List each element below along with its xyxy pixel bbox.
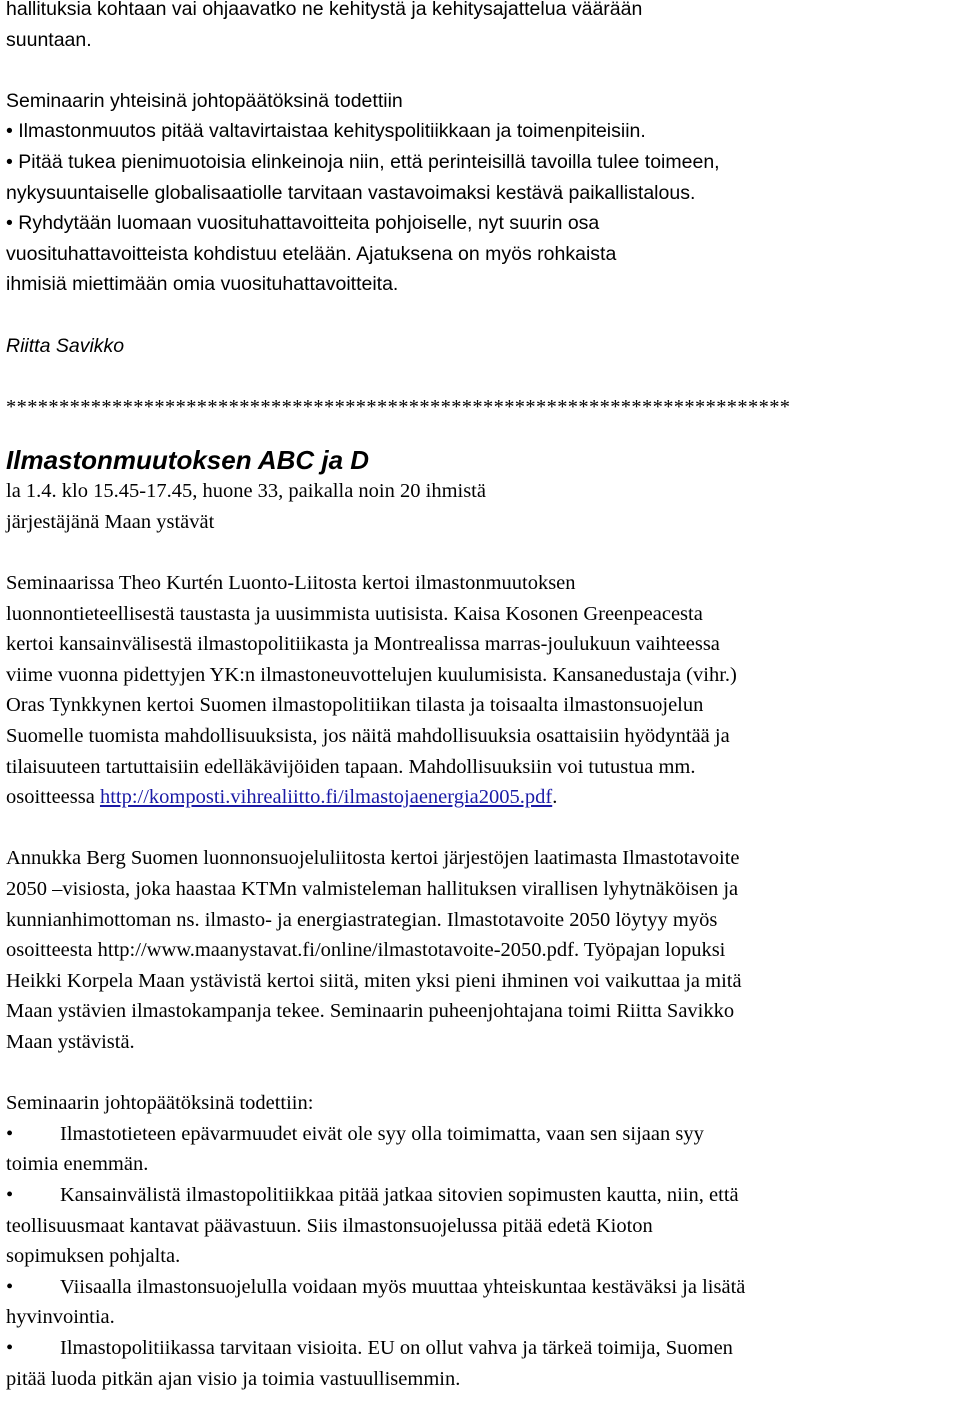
list-item-text: Ilmastopolitiikassa tarvitaan visioita. EU on ollut vahva ja tärkeä toimija, Suomen pitää luoda pitkän ajan visio ja toimia vastuullisemmin.: [6, 1336, 733, 1390]
spacer: [6, 55, 956, 86]
list-item-text: Ilmastonmuutos pitää valtavirtaistaa kehityspolitiikkaan ja toimenpiteisiin.: [18, 120, 646, 143]
list-item: [6, 1333, 956, 1394]
list-item-text: Ryhdytään luomaan vuosituhattavoitteita pohjoiselle, nyt suurin osa vuosituhattavoitteista kohdistuu etelään. Ajatuksena on myös rohkaista ihmisiä miettimään omia vuosituhattavoitteita.: [6, 212, 617, 296]
spacer: [6, 300, 956, 331]
event-meta-line: la 1.4. klo 15.45-17.45, huone 33, paikalla noin 20 ihmistä: [6, 480, 486, 503]
body-text: .: [552, 786, 558, 809]
bullet-glyph: •: [6, 1336, 14, 1359]
list-item: [6, 1272, 956, 1333]
body-text: Seminaarissa Theo Kurtén Luonto-Liitosta kertoi ilmastonmuutoksen luonnontieteellisestä taustasta ja uusimmista uutisista. Kaisa Kosonen Greenpeacesta kertoi kansainvälisestä ilmastopolitiikasta ja Montrealissa marras-joulukuun vaihteessa viime vuonna pidettyjen YK:n ilmastoneuvottelujen kuulumisista. Kansanedustaja (vihr.) Oras Tynkkynen kertoi Suomen ilmastopolitiikan tilasta ja toisaalta ilmastonsuojelun Suomelle tuomista mahdollisuuksista, jos näitä mahdollisuuksia osattaisiin hyödyntää ja tilaisuuteen tartuttaisiin edelläkävijöiden tapaan. Mahdollisuuksiin voi tutustua mm. osoitteessa: [6, 572, 737, 809]
list-item: [6, 147, 956, 208]
list-item-text: Ilmastotieteen epävarmuudet eivät ole syy olla toimimatta, vaan sen sijaan syy toimia enemmän.: [6, 1122, 704, 1176]
bullet-glyph: •: [6, 212, 13, 235]
list-item: [6, 208, 956, 300]
list-item-text: Kansainvälistä ilmastopolitiikkaa pitää jatkaa sitovien sopimusten kautta, niin, että teollisuusmaat kantavat päävastuun. Siis ilmastonsuojelussa pitää edetä Kioton sopimuksen pohjalta.: [6, 1183, 739, 1268]
spacer: [6, 422, 956, 442]
spacer: [6, 1058, 956, 1089]
document-page: [6, 0, 956, 1394]
conclusions-heading: Seminaarin johtopäätöksinä todettiin:: [6, 1092, 314, 1115]
intro-paragraph: hallituksia kohtaan vai ohjaavatko ne kehitystä ja kehitysajattelua väärään suuntaan.: [6, 0, 643, 51]
list-item: [6, 1180, 956, 1272]
bullet-glyph: •: [6, 1122, 14, 1145]
spacer: [6, 361, 956, 392]
separator-line: **************************************************************************: [6, 395, 791, 418]
bullet-glyph: •: [6, 150, 13, 173]
bullet-glyph: •: [6, 120, 13, 143]
body-paragraph: Annukka Berg Suomen luonnonsuojeluliitosta kertoi järjestöjen laatimasta Ilmastotavoite 2050 –visiosta, joka haastaa KTMn valmisteleman hallituksen virallisen lyhytnäköisen ja kunnianhimottoman ns. ilmasto- ja energiastrategian. Ilmastotavoite 2050 löytyy myös osoitteesta http://www.maanystavat.fi/online/ilmastotavoite-2050.pdf. Työpajan lopuksi Heikki Korpela Maan ystävistä kertoi siitä, miten yksi pieni ihminen voi vaikuttaa ja mitä Maan ystävien ilmastokampanja tekee. Seminaarin puheenjohtajana toimi Riitta Savikko Maan ystävistä.: [6, 847, 742, 1053]
pdf-link[interactable]: http://komposti.vihrealiitto.fi/ilmastojaenergia2005.pdf: [99, 786, 553, 809]
author-signature: Riitta Savikko: [6, 334, 125, 357]
section-title: Ilmastonmuutoksen ABC ja D: [6, 445, 370, 476]
conclusions-heading: Seminaarin yhteisinä johtopäätöksinä todettiin: [6, 89, 403, 112]
spacer: [6, 538, 956, 569]
list-item: [6, 1119, 956, 1180]
event-organizer-line: järjestäjänä Maan ystävät: [6, 510, 215, 533]
list-item: [6, 116, 956, 147]
spacer: [6, 813, 956, 844]
list-item-text: Pitää tukea pienimuotoisia elinkeinoja niin, että perinteisillä tavoilla tulee toimeen, nykysuuntaiselle globalisaatiolle tarvitaan vastavoimaksi kestävä paikallistalous.: [6, 150, 720, 204]
bullet-glyph: •: [6, 1183, 14, 1206]
body-paragraph: [6, 568, 956, 813]
list-item-text: Viisaalla ilmastonsuojelulla voidaan myös muuttaa yhteiskuntaa kestäväksi ja lisätä hyvinvointia.: [6, 1275, 746, 1329]
bullet-glyph: •: [6, 1275, 14, 1298]
